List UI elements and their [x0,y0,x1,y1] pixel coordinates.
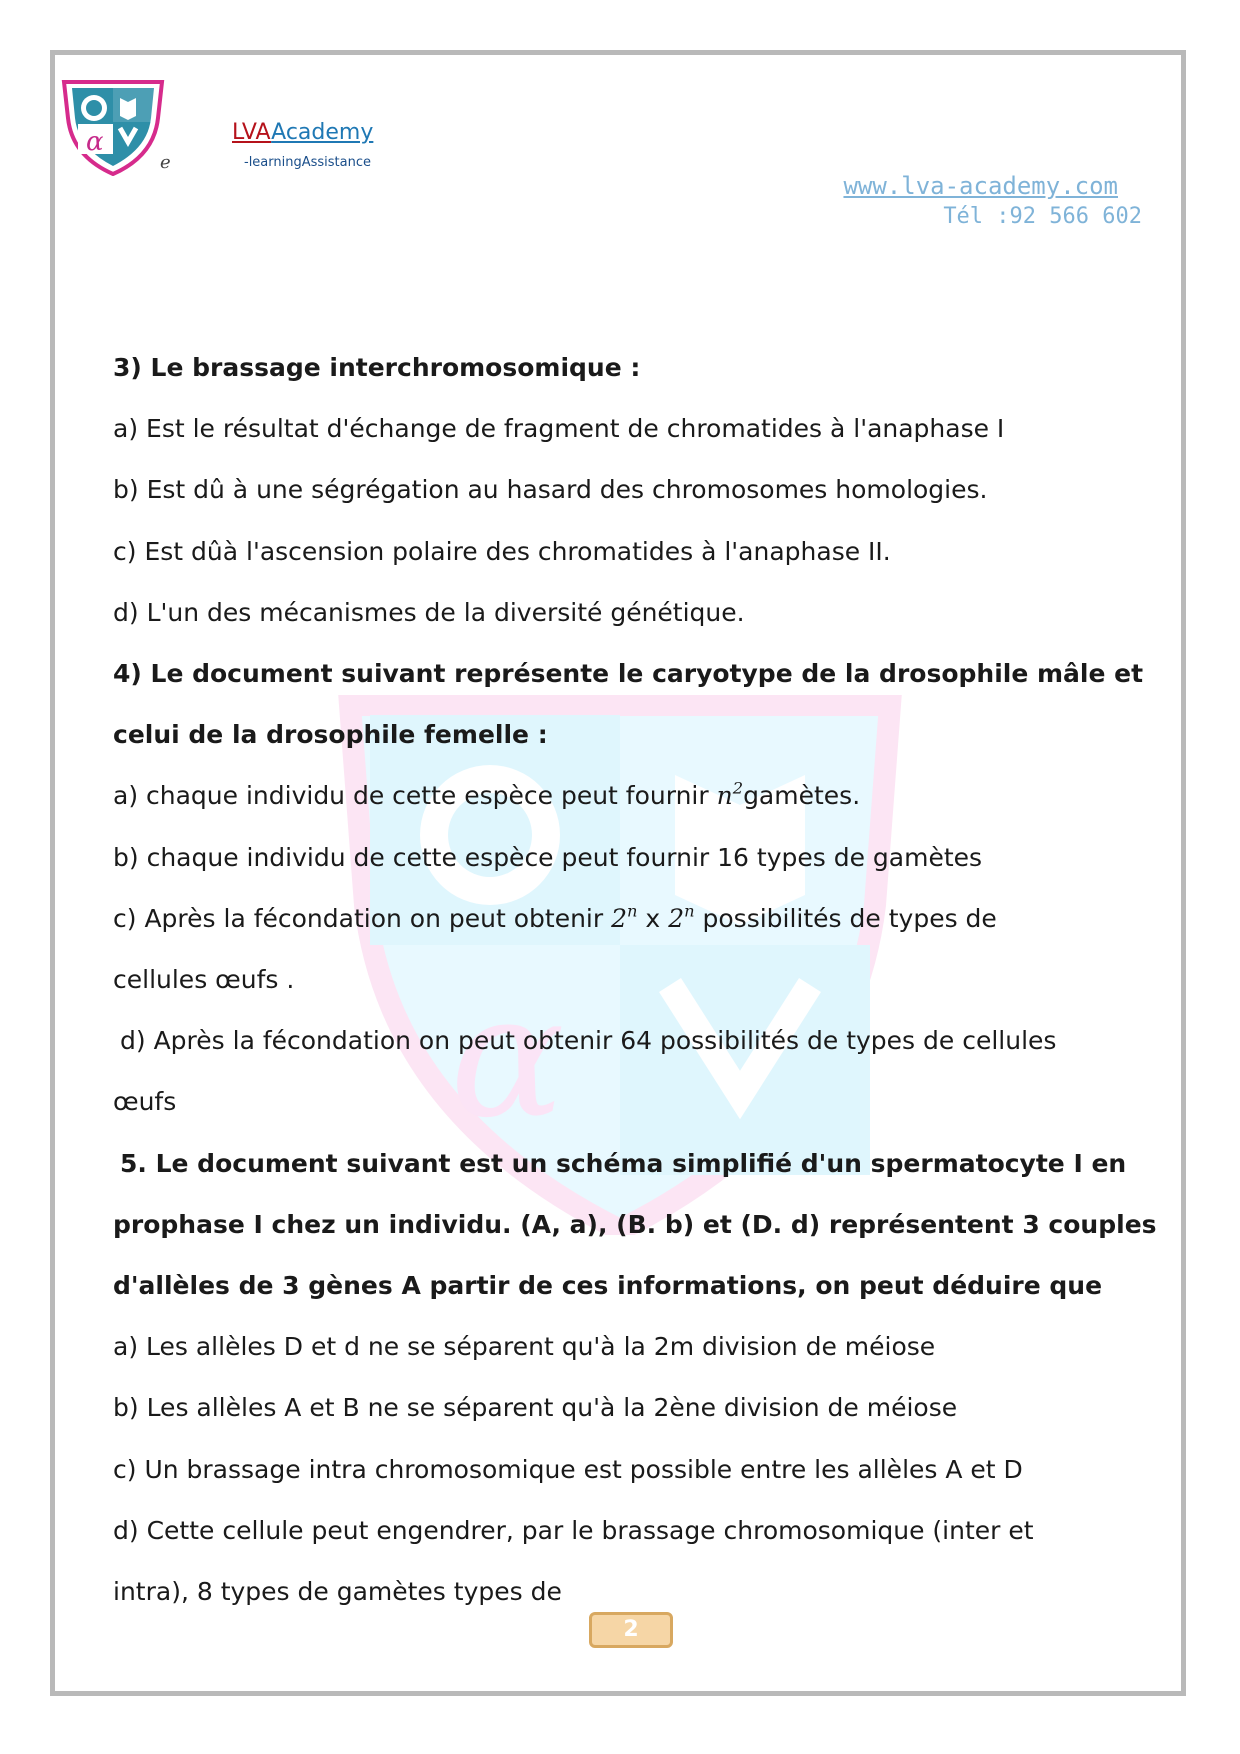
q4-c-suffix: possibilités de types de [694,903,997,933]
q5-option-c: c) Un brassage intra chromosomique est possible entre les allèles A et D [113,1454,1023,1484]
q4-c-times: x [637,903,669,933]
question-5-title-line3: d'allèles de 3 gènes A partir de ces informations, on peut déduire que [113,1271,1103,1301]
logo-letter: e [160,152,171,173]
brand-part-academy: Academy [271,120,374,145]
q4-a-suffix: gamètes. [743,781,861,811]
q5-option-d-line2: intra), 8 types de gamètes types de [113,1577,562,1607]
website-link[interactable]: www.lva-academy.com [843,172,1118,200]
q4-option-c-line2: cellules œufs . [113,965,295,995]
q4-a-formula [716,778,744,811]
q5-option-a: a) Les allèles D et d ne se séparent qu'à la 2m division de méiose [113,1332,936,1362]
q4-option-d-line1: d) Après la fécondation on peut obtenir 64 possibilités de types de cellules [120,1026,1057,1056]
q3-option-b: b) Est dû à une ségrégation au hasard des chromosomes homologies. [113,475,988,505]
q4-a-text: a) chaque individu de cette espèce peut fournir [113,781,717,811]
brand-tagline: -learningAssistance [244,155,371,170]
q3-option-a: a) Est le résultat d'échange de fragment de chromatides à l'anaphase I [113,414,1005,444]
svg-text:α: α [86,127,104,157]
q4-c-formula-2 [668,901,695,933]
q4-c-formula-1 [611,901,638,933]
q4-c-exponent-2: n [684,901,695,921]
document-body [113,337,1157,1622]
q4-a-base: n [716,781,733,811]
q3-option-d: d) L'un des mécanismes de la diversité génétique. [113,597,745,627]
page-number-badge: 2 [589,1612,673,1648]
q3-option-c: c) Est dûà l'ascension polaire des chromatides à l'anaphase II. [113,536,891,566]
question-5-title-line2: prophase I chez un individu. (A, a), (B. b) et (D. d) représentent 3 couples [113,1209,1157,1239]
q5-option-d-line1: d) Cette cellule peut engendrer, par le brassage chromosomique (inter et [113,1515,1034,1545]
q4-option-c-line1 [113,888,1143,949]
academy-logo-icon [58,78,168,176]
q4-option-d-line2: œufs [113,1087,177,1117]
question-4-title-line1: 4) Le document suivant représente le caryotype de la drosophile mâle et [113,659,1144,689]
q4-option-b: b) chaque individu de cette espèce peut fournir 16 types de gamètes [113,842,983,872]
q4-c-base-2: 2 [668,903,685,933]
q4-c-exponent-1: n [627,901,638,921]
q4-c-base-1: 2 [611,903,628,933]
brand-name [232,120,373,145]
svg-text:α: α [450,958,565,1156]
q4-a-exponent: 2 [732,778,744,798]
q4-c-text: c) Après la fécondation on peut obtenir [113,903,612,933]
question-4-title-line2: celui de la drosophile femelle : [113,720,548,750]
question-5-title-line1: 5. Le document suivant est un schéma simplifié d'un spermatocyte I en [120,1148,1127,1178]
brand-part-lva: LVA [232,120,272,145]
question-3-title: 3) Le brassage interchromosomique : [113,353,641,382]
phone-number: Tél :92 566 602 [943,204,1142,229]
q4-option-a [113,765,1143,826]
q5-option-b: b) Les allèles A et B ne se séparent qu'à la 2ène division de méiose [113,1393,958,1423]
